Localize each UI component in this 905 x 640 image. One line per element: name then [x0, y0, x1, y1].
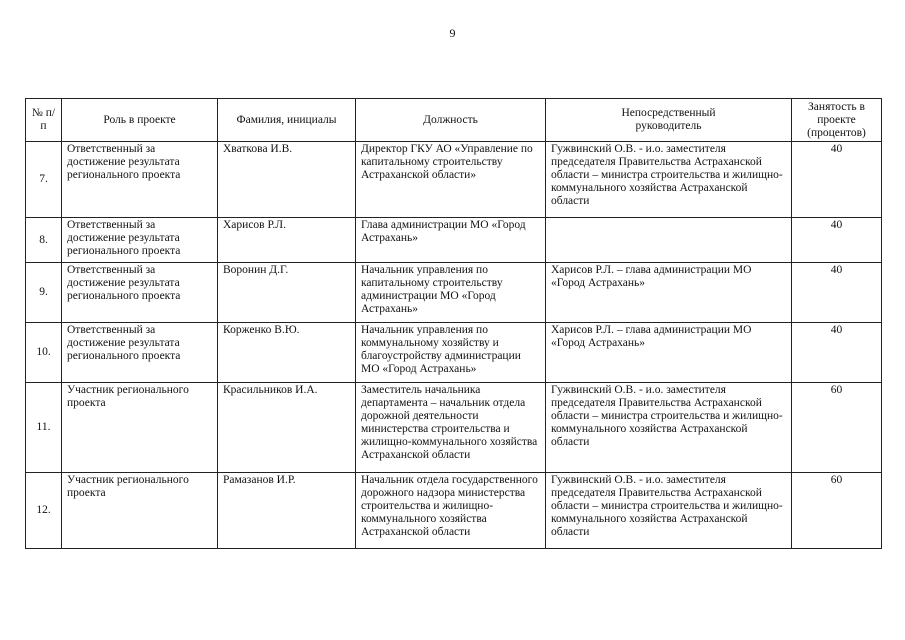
row-load: 40	[792, 218, 882, 263]
header-load: Занятость в проекте (процентов)	[792, 99, 882, 142]
table-header-row	[26, 99, 882, 142]
row-position: Начальник отдела государственного дорожного надзора министерства строительства и жилищно-коммунального хозяйства Астраханской области	[356, 473, 546, 549]
row-position: Директор ГКУ АО «Управление по капитальному строительству Астраханской области»	[356, 142, 546, 218]
row-name: Корженко В.Ю.	[218, 323, 356, 383]
row-role: Участник регионального проекта	[62, 383, 218, 473]
row-load: 40	[792, 323, 882, 383]
row-num: 8.	[26, 218, 62, 263]
project-team-table	[25, 98, 882, 549]
row-manager: Гужвинский О.В. - и.о. заместителя председателя Правительства Астраханской области – министра строительства и жилищно-коммунального хозяйства Астраханской области	[546, 473, 792, 549]
row-name: Красильников И.А.	[218, 383, 356, 473]
row-role: Ответственный за достижение результата регионального проекта	[62, 263, 218, 323]
row-manager: Гужвинский О.В. - и.о. заместителя председателя Правительства Астраханской области – министра строительства и жилищно-коммунального хозяйства Астраханской области	[546, 142, 792, 218]
header-num: № п/п	[26, 99, 62, 142]
row-position: Начальник управления по капитальному строительству администрации МО «Город Астрахань»	[356, 263, 546, 323]
row-load: 60	[792, 473, 882, 549]
header-position: Должность	[356, 99, 546, 142]
row-name: Харисов Р.Л.	[218, 218, 356, 263]
table-row	[26, 218, 882, 263]
row-position: Глава администрации МО «Город Астрахань»	[356, 218, 546, 263]
row-num: 9.	[26, 263, 62, 323]
table-row	[26, 142, 882, 218]
row-manager: Харисов Р.Л. – глава администрации МО «Город Астрахань»	[546, 323, 792, 383]
row-num: 7.	[26, 142, 62, 218]
row-position: Начальник управления по коммунальному хозяйству и благоустройству администрации МО «Город Астрахань»	[356, 323, 546, 383]
row-num: 11.	[26, 383, 62, 473]
row-load: 40	[792, 142, 882, 218]
table-row	[26, 383, 882, 473]
header-name: Фамилия, инициалы	[218, 99, 356, 142]
table-row	[26, 473, 882, 549]
table-row	[26, 323, 882, 383]
row-load: 60	[792, 383, 882, 473]
row-manager	[546, 218, 792, 263]
table-row	[26, 263, 882, 323]
page-number: 9	[449, 26, 456, 40]
row-load: 40	[792, 263, 882, 323]
row-position: Заместитель начальника департамента – начальник отдела дорожной деятельности министерства строительства и жилищно-коммунального хозяйства Астраханской области	[356, 383, 546, 473]
row-name: Воронин Д.Г.	[218, 263, 356, 323]
header-manager: Непосредственный руководитель	[546, 99, 792, 142]
row-role: Ответственный за достижение результата регионального проекта	[62, 323, 218, 383]
row-role: Ответственный за достижение результата регионального проекта	[62, 218, 218, 263]
row-manager: Гужвинский О.В. - и.о. заместителя председателя Правительства Астраханской области – министра строительства и жилищно-коммунального хозяйства Астраханской области	[546, 383, 792, 473]
row-name: Рамазанов И.Р.	[218, 473, 356, 549]
row-manager: Харисов Р.Л. – глава администрации МО «Город Астрахань»	[546, 263, 792, 323]
row-num: 12.	[26, 473, 62, 549]
header-role: Роль в проекте	[62, 99, 218, 142]
row-role: Участник регионального проекта	[62, 473, 218, 549]
row-role: Ответственный за достижение результата регионального проекта	[62, 142, 218, 218]
row-num: 10.	[26, 323, 62, 383]
row-name: Хваткова И.В.	[218, 142, 356, 218]
